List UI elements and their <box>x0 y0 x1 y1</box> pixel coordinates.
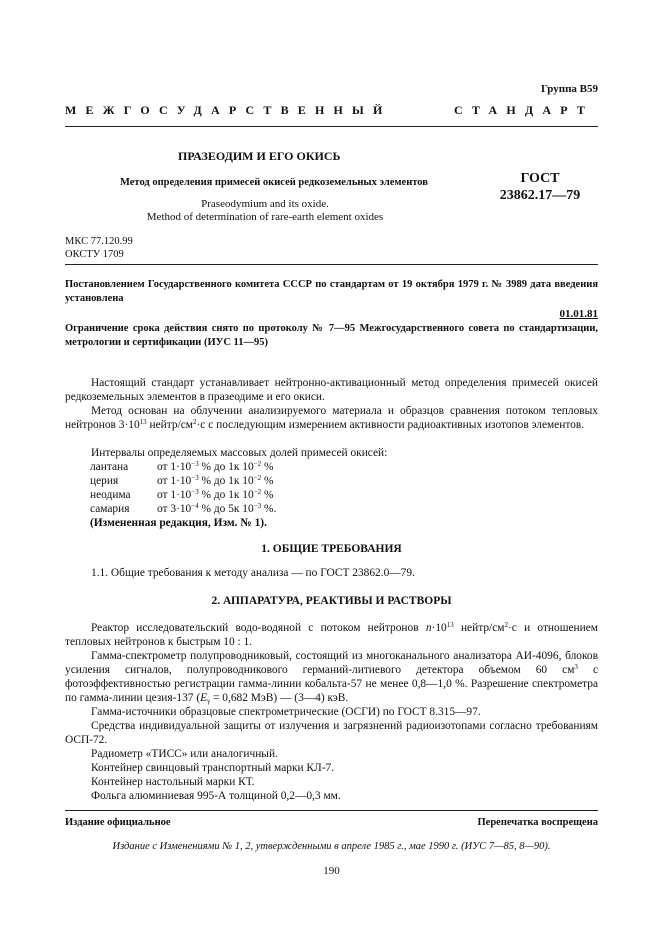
intro-paragraph-2: Метод основан на облучении анализируемого материала и образцов сравнения потоком тепловых нейтронов $3\cdot 10^{13}$ нейтр/$см^2\cdot с$ с последующим измерением активности радиоактивных изотопов элементов. <box>65 405 598 431</box>
document-subtitle: Метод определения примесей окисей редкоземельных элементов <box>120 177 428 188</box>
standard-type-word1: МЕЖГОСУДАРСТВЕННЫЙ <box>65 103 392 117</box>
section-2-paragraph-8: Фольга алюминиевая 995-А толщиной 0,2—0,3 мм. <box>91 790 341 802</box>
range-row: самария от $3\cdot 10^{-4}$ % до 5к $10^{-3}$ %. <box>90 502 277 515</box>
section-2-paragraph-6: Контейнер свинцовый транспортный марки КЛ-7. <box>91 762 335 774</box>
section-2-paragraph-7: Контейнер настольный марки КТ. <box>91 776 255 788</box>
range-row: неодима от $1\cdot 10^{-3}$ % до 1к $10^{-2}$ % <box>90 488 274 501</box>
english-title-line1: Praseodymium and its oxide. <box>201 198 329 210</box>
header-rule <box>65 126 598 127</box>
group-code: Группа В59 <box>540 83 598 95</box>
page-number: 190 <box>323 865 340 877</box>
english-title-line2: Method of determination of rare-earth element oxides <box>146 211 384 223</box>
codes-rule <box>65 264 598 265</box>
section-2-paragraph-5: Радиометр «ТИСС» или аналогичный. <box>91 748 278 760</box>
intro-paragraph-3: Интервалы определяемых массовых долей примесей окисей: <box>91 447 388 459</box>
section-2-paragraph-4: Средства индивидуальной защиты от излучения и загрязнений радиоизотопами согласно требованиям ОСП-72. <box>65 720 598 746</box>
reprint-notice: Перепечатка воспрещена <box>477 817 598 828</box>
gost-label: ГОСТ <box>520 171 560 186</box>
section-2-paragraph-3: Гамма-источники образцовые спектрометрические (ОСГИ) по ГОСТ 8.315—97. <box>91 706 481 718</box>
gost-number: 23862.17—79 <box>499 188 581 203</box>
edition-note: Издание с Изменениями № 1, 2, утвержденными в апреле 1985 г., мае 1990 г. (ИУС 7—85, 8—90). <box>112 841 551 852</box>
section-1-paragraph: 1.1. Общие требования к методу анализа — по ГОСТ 23862.0—79. <box>91 567 415 579</box>
okstu-code: ОКСТУ 1709 <box>65 249 124 260</box>
official-edition-label: Издание официальное <box>65 817 171 828</box>
mks-code: МКС 77.120.99 <box>65 236 133 247</box>
document-title: ПРАЗЕОДИМ И ЕГО ОКИСЬ <box>178 149 341 163</box>
decree-text: Постановлением Государственного комитета СССР по стандартам от 19 октября 1979 г. № 3989 дата введения установлена <box>65 279 598 304</box>
section-2-paragraph-2: Гамма-спектрометр полупроводниковый, состоящий из многоканального анализатора АИ-4096, блоков усиления сигналов, полупроводникового германий-литиевого детектора объемом 60 $см^3$ с фотоэффективностью регистрации гамма-линии кобальта-57 не менее 0,8—1,0 %. Разрешение спектрометра по гамма-линии цезия-137 ($E_\gamma = 0,682$ МэВ) — (3—4) кэВ. <box>65 650 598 705</box>
section-1-heading: 1. ОБЩИЕ ТРЕБОВАНИЯ <box>261 543 402 555</box>
range-row: церия от $1\cdot 10^{-3}$ % до 1к $10^{-2}$ % <box>90 474 274 487</box>
footer-rule <box>65 810 598 811</box>
intro-paragraph-1: Настоящий стандарт устанавливает нейтронно-активационный метод определения примесей окисей редкоземельных элементов в празеодиме и его окиси. <box>65 377 598 403</box>
standard-type-word2: СТАНДАРТ <box>454 103 595 117</box>
ranges-table <box>90 460 276 516</box>
amendment-note: (Измененная редакция, Изм. № 1). <box>90 517 267 529</box>
limitation-text: Ограничение срока действия снято по протоколу № 7—95 Межгосударственного совета по стандартизации, метрологии и сертификации (ИУС 11—95) <box>65 323 598 348</box>
section-2-paragraph-1: Реактор исследовательский водо-водяной с потоком нейтронов $n\cdot 10^{13}$ нейтр/$см^2\cdot с$ и отношением тепловых нейтронов к быстрым 10 : 1. <box>65 621 599 648</box>
section-2-heading: 2. АППАРАТУРА, РЕАКТИВЫ И РАСТВОРЫ <box>211 595 452 607</box>
range-row: лантана от $1\cdot 10^{-3}$ % до 1к $10^{-2}$ % <box>90 460 274 473</box>
introduction-date: 01.01.81 <box>559 308 598 320</box>
